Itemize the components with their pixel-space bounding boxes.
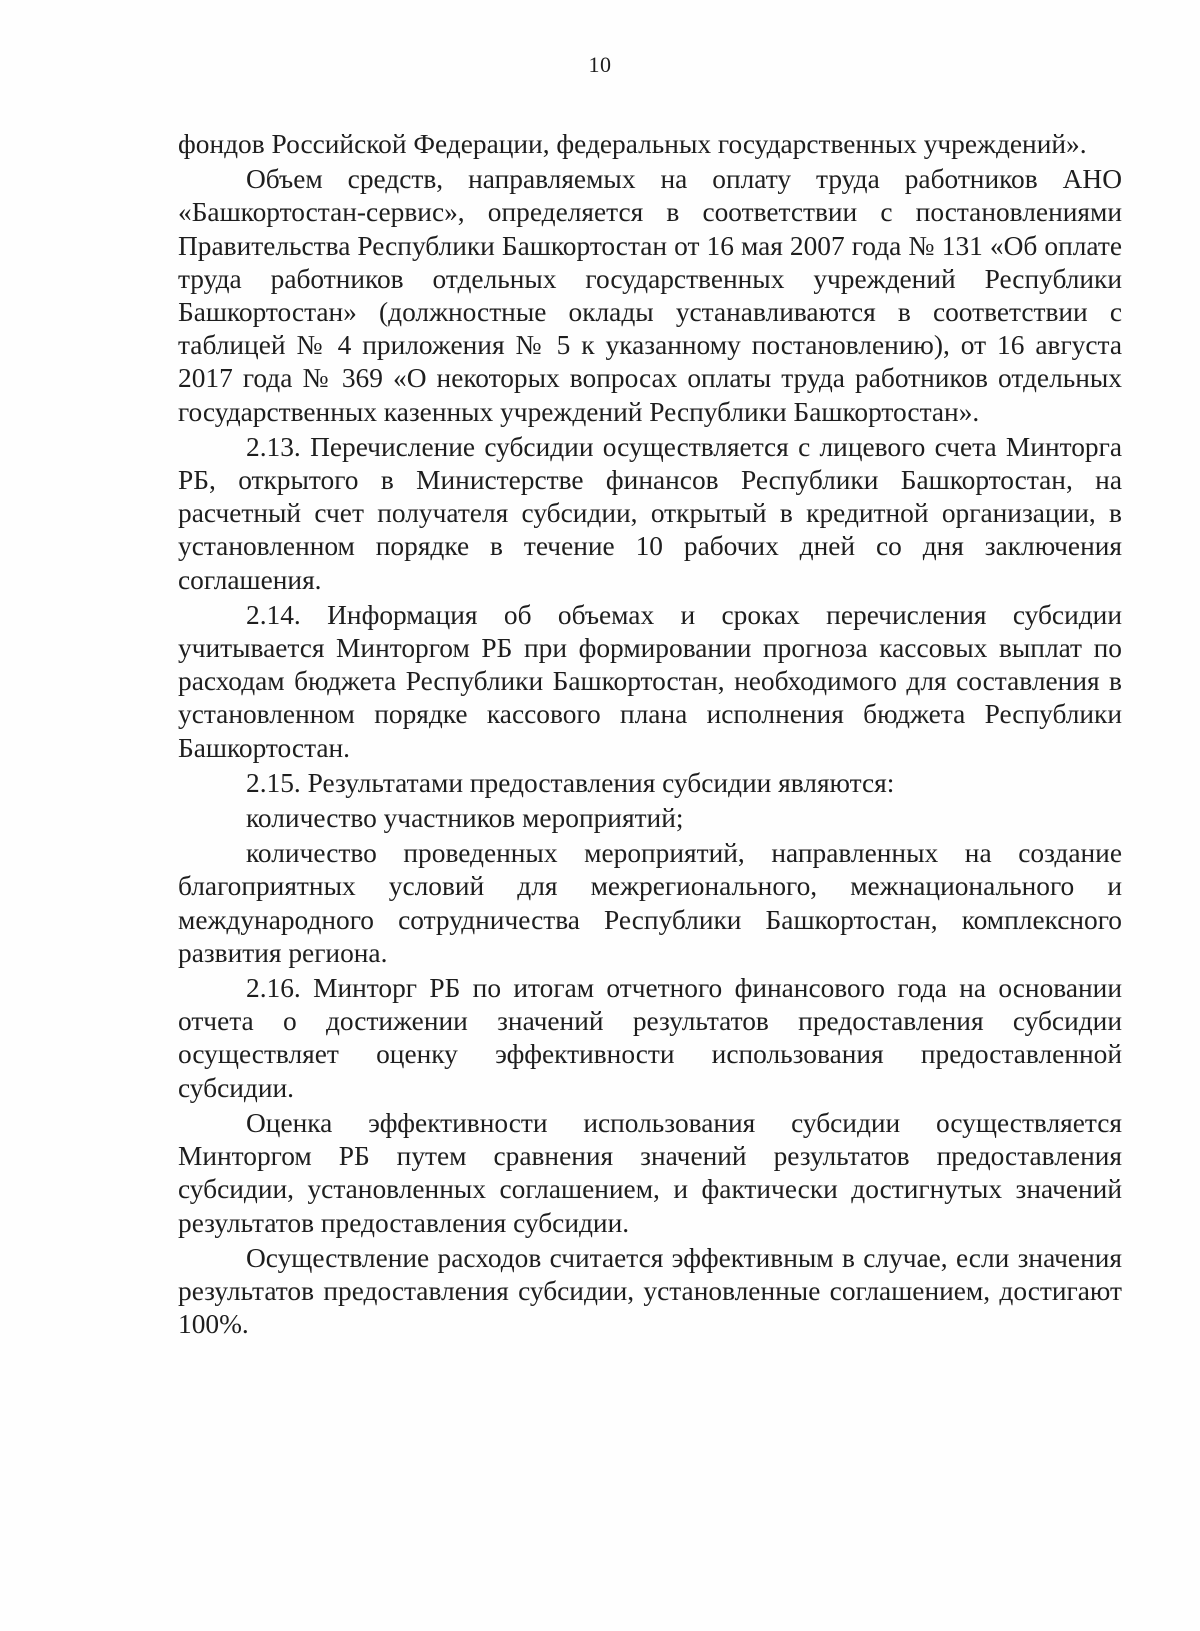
paragraph-continuation: фондов Российской Федерации, федеральных государственных учреждений». (178, 129, 1087, 159)
paragraph-2-14: 2.14. Информация об объемах и сроках перечисления субсидии учитывается Минторгом РБ при формировании прогноза кассовых выплат по расходам бюджета Республики Башкортостан, необходимого для составления в установленном порядке кассового плана исполнения бюджета Республики Башкортостан. (178, 599, 1122, 763)
page-number: 10 (588, 52, 612, 77)
paragraph-participants-count: количество участников мероприятий; (246, 803, 684, 834)
paragraph-efficiency-criterion: Осуществление расходов считается эффективным в случае, если значения результатов предоставления субсидии, установленные соглашением, достигают 100%. (178, 1242, 1122, 1340)
paragraph-events-count: количество проведенных мероприятий, направленных на создание благоприятных условий для межрегионального, межнационального и международного сотрудничества Республики Башкортостан, комплексного развития региона. (178, 838, 1122, 968)
paragraph-2-16: 2.16. Минторг РБ по итогам отчетного финансового года на основании отчета о достижении значений результатов предоставления субсидии осуществляет оценку эффективности использования предоставленной субсидии. (178, 973, 1122, 1103)
document-body (178, 128, 1122, 1341)
paragraph-2-13: 2.13. Перечисление субсидии осуществляется с лицевого счета Минторга РБ, открытого в Министерстве финансов Республики Башкортостан, на расчетный счет получателя субсидии, открытый в кредитной организации, в установленном порядке в течение 10 рабочих дней со дня заключения соглашения. (178, 431, 1122, 595)
paragraph-salary-volume: Объем средств, направляемых на оплату труда работников АНО «Башкортостан-сервис», определяется в соответствии с постановлениями Правительства Республики Башкортостан от 16 мая 2007 года № 131 «Об оплате труда работников отдельных государственных учреждений Республики Башкортостан» (должностные оклады устанавливаются в соответствии с таблицей № 4 приложения № 5 к указанному постановлению), от 16 августа 2017 года № 369 «О некоторых вопросах оплаты труда работников отдельных государственных казенных учреждений Республики Башкортостан». (178, 164, 1122, 427)
paragraph-2-15: 2.15. Результатами предоставления субсидии являются: (246, 767, 895, 798)
paragraph-efficiency-assessment: Оценка эффективности использования субсидии осуществляется Минторгом РБ путем сравнения значений результатов предоставления субсидии, установленных соглашением, и фактически достигнутых значений результатов предоставления субсидии. (178, 1107, 1122, 1238)
